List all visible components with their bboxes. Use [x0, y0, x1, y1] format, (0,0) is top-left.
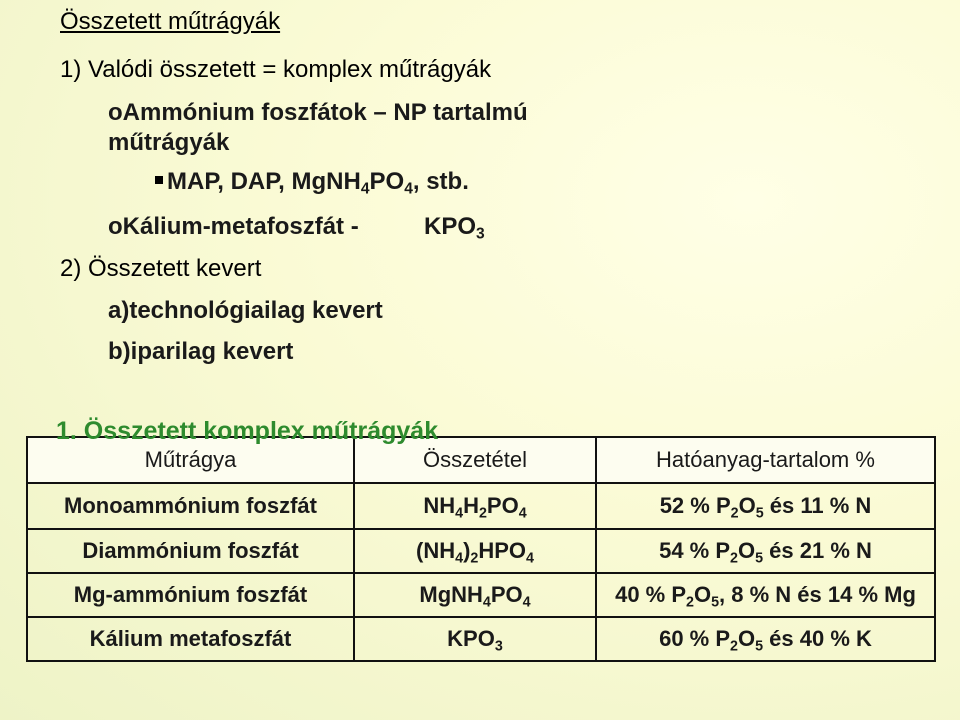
cell-name: Diammónium foszfát	[27, 529, 354, 573]
cell-formula: $NH_4H_2PO_4$	[354, 483, 596, 529]
item-b: b)iparilag kevert	[108, 338, 294, 365]
section-1-heading: 1) Valódi összetett = komplex műtrágyák	[60, 56, 492, 83]
formula-part: , stb.	[412, 168, 469, 195]
cell-name: Kálium metafoszfát	[27, 617, 354, 661]
item-a: a)technológiailag kevert	[108, 297, 383, 324]
formula-part: KPO	[424, 213, 477, 240]
subscript: 4	[404, 180, 413, 198]
cell-formula: $KPO_3$	[354, 617, 596, 661]
ammonium-phosphates-text: Ammónium foszfátok – NP tartalmú	[122, 99, 528, 126]
bullet-ammonium-phosphates	[108, 98, 528, 158]
cell-content: 52 % $P_2O_5$ és 11 % N	[596, 483, 935, 529]
bullet-map-dap	[155, 168, 469, 196]
subscript: 3	[476, 225, 485, 243]
cell-content: 60 % $P_2O_5$ és 40 % K	[596, 617, 935, 661]
cell-formula: $MgNH_4PO_4$	[354, 573, 596, 617]
subscript: 4	[360, 180, 370, 198]
cell-content: 40 % $P_2O_5$, 8 % N és 14 % Mg	[596, 573, 935, 617]
cell-name: Mg-ammónium foszfát	[27, 573, 354, 617]
table-row	[27, 573, 935, 617]
ammonium-phosphates-cont: műtrágyák	[108, 129, 230, 156]
square-bullet-icon	[155, 176, 163, 184]
table-row	[27, 529, 935, 573]
table-row	[27, 483, 935, 529]
cell-name: Monoammónium foszfát	[27, 483, 354, 529]
cell-content: 54 % $P_2O_5$ és 21 % N	[596, 529, 935, 573]
potassium-metaphosphate-text: Kálium-metafoszfát -	[122, 213, 359, 240]
table-row	[27, 617, 935, 661]
header-composition: Összetétel	[354, 437, 596, 483]
circle-bullet: o	[108, 99, 123, 126]
bullet-potassium-metaphosphate	[108, 213, 359, 241]
table-title: 1. Összetett komplex műtrágyák	[56, 417, 439, 445]
cell-formula: $(NH_4)_2HPO_4$	[354, 529, 596, 573]
formula-part: MAP, DAP, MgNH	[167, 168, 361, 195]
page-title: Összetett műtrágyák	[60, 8, 281, 35]
circle-bullet: o	[108, 213, 123, 240]
formula-part: PO	[369, 168, 405, 195]
section-2-heading: 2) Összetett kevert	[60, 255, 262, 282]
fertilizer-table	[26, 436, 936, 662]
kpo3-formula	[424, 213, 485, 241]
header-fertilizer: Műtrágya	[27, 437, 354, 483]
header-active-content: Hatóanyag-tartalom %	[596, 437, 935, 483]
